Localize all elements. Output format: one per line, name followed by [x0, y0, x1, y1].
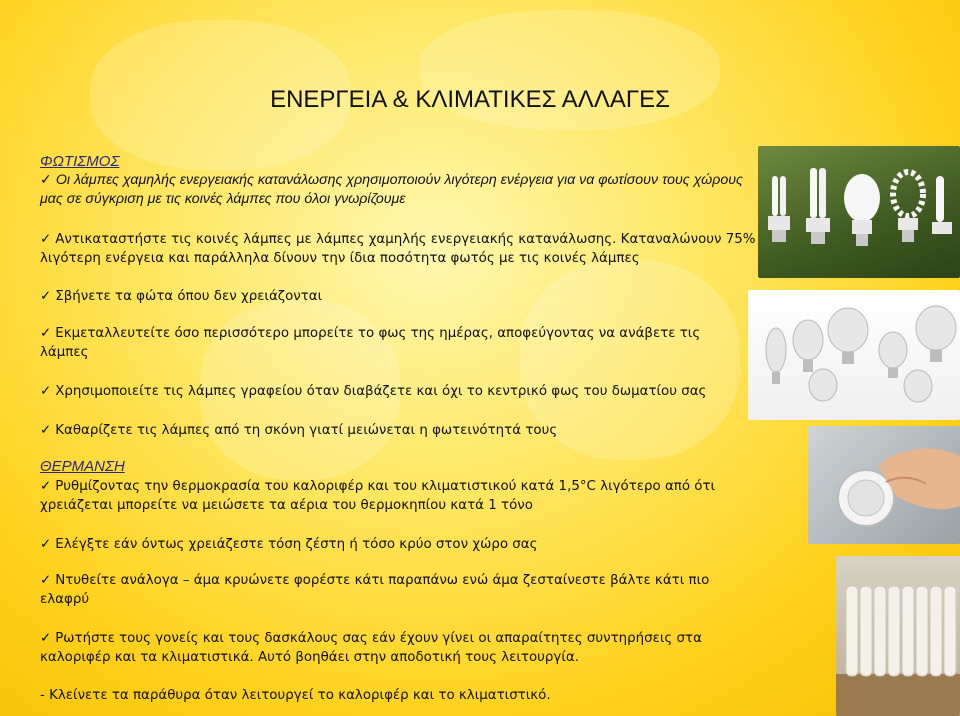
- lighting-item-text: ✓ Σβήνετε τα φώτα όπου δεν χρειάζονται: [40, 289, 322, 304]
- heating-item-text: ✓ Ρωτήστε τους γονείς και τους δασκάλους σας εάν έχουν γίνει οι απαραίτητες συντηρήσεις στα καλοριφέρ και τα κλιματιστικά. Αυτό βοηθάει στην αποδοτική τους λειτουργία.: [40, 631, 702, 665]
- page-title: ΕΝΕΡΓΕΙΑ & ΚΛΙΜΑΤΙΚΕΣ ΑΛΛΑΓΕΣ: [270, 86, 670, 113]
- energy-saving-bulbs-photo: [758, 146, 960, 278]
- lighting-item: [40, 324, 740, 362]
- heating-item-text: ✓ Ελέγξτε εάν όντως χρειάζεστε τόση ζέστη ή τόσο κρύο στον χώρο σας: [40, 537, 537, 552]
- heating-item-text: ✓ Ρυθμίζοντας την θερμοκρασία του καλοριφέρ και του κλιματιστικού κατά 1,5°C λιγότερο από ότι χρειάζεται μπορείτε να μειώσετε τα αέρια του θερμοκηπίου κατά 1 τόνο: [40, 479, 715, 513]
- lighting-item-text: ✓ Οι λάμπες χαμηλής ενεργειακής κατανάλωσης χρησιμοποιούν λιγότερη ενέργεια για να φωτίσουν τους χώρους μας σε σύγκριση με τις κοινές λάμπες που όλοι γνωρίζουμε: [40, 172, 743, 207]
- lighting-item: [40, 230, 765, 268]
- lighting-heading: ΦΩΤΙΣΜΟΣ: [40, 153, 120, 170]
- lighting-item-text: ✓ Αντικαταστήστε τις κοινές λάμπες με λάμπες χαμηλής ενεργειακής κατανάλωσης. Καταναλώνουν 75% λιγότερη ενέργεια και παράλληλα δίνουν την ίδια ποσότητα φωτός με τις κοινές λάμπες: [40, 232, 756, 266]
- thermostat-photo: [808, 426, 960, 544]
- heating-item-text: ✓ Ντυθείτε ανάλογα – άμα κρυώνετε φορέστε κάτι παραπάνω ενώ άμα ζεσταίνεστε βάλτε κάτι πιο ελαφρύ: [40, 573, 709, 607]
- lighting-item-text: ✓ Εκμεταλλευτείτε όσο περισσότερο μπορείτε το φως της ημέρας, αποφεύγοντας να ανάβετε τις λάμπες: [40, 326, 700, 360]
- heating-item: [40, 477, 740, 515]
- heating-item: [40, 686, 755, 705]
- radiator-photo: [836, 556, 960, 716]
- heating-item: [40, 629, 740, 667]
- lighting-item-text: ✓ Καθαρίζετε τις λάμπες από τη σκόνη γιατί μειώνεται η φωτεινότητά τους: [40, 423, 557, 438]
- heating-item: [40, 571, 740, 609]
- lighting-item: [40, 382, 755, 401]
- incandescent-bulbs-photo: [748, 290, 960, 420]
- lighting-item: [40, 171, 760, 209]
- lighting-item: [40, 287, 755, 306]
- heating-heading: ΘΕΡΜΑΝΣΗ: [40, 458, 125, 475]
- lighting-item: [40, 421, 755, 440]
- heating-item-text: - Κλείνετε τα παράθυρα όταν λειτουργεί το καλοριφέρ και το κλιματιστικό.: [40, 688, 551, 703]
- lighting-item-text: ✓ Χρησιμοποιείτε τις λάμπες γραφείου όταν διαβάζετε και όχι το κεντρικό φως του δωματίου σας: [40, 384, 706, 399]
- heating-item: [40, 535, 755, 554]
